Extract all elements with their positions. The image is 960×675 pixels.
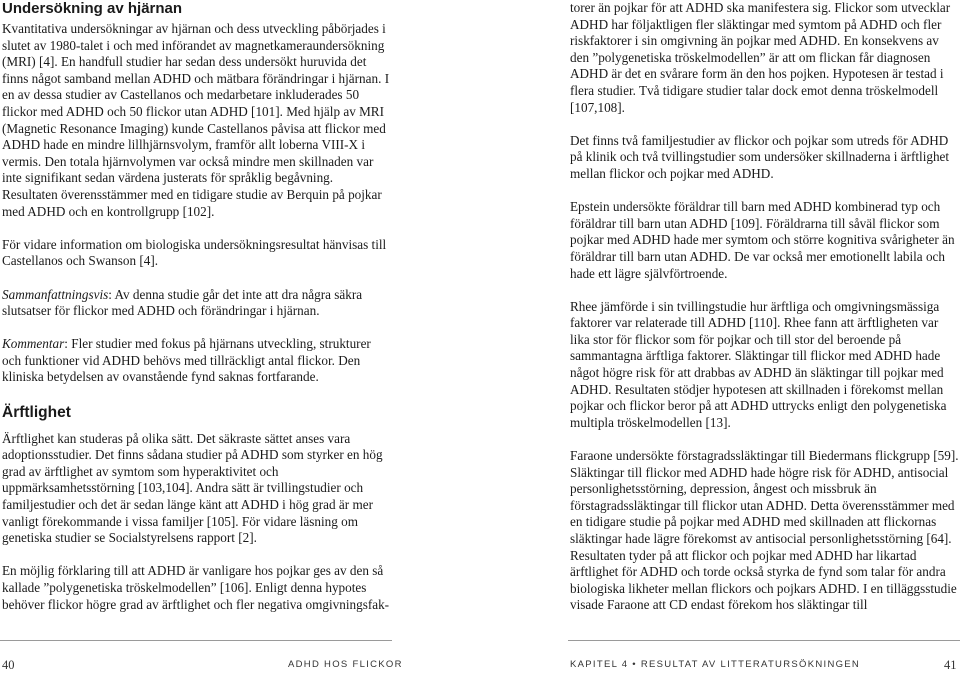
summary-label: Sammanfattningsvis	[2, 286, 109, 302]
paragraph-brain-studies: Kvantitativa undersökningar av hjärnan och dess utveckling påbörjades i slutet av 1980-talet i och med införandet av magnetkameraundersökning (MRI) [4]. En handfull studier har sedan dess undersökt huruvida det finns något samband mellan ADHD och mätbara förändringar i hjärnan. I en av dessa studier av Castellanos och medarbetare inkluderades 50 flickor med ADHD och 50 flickor utan ADHD [101]. Med hjälp av MRI (Magnetic Resonance Imaging) kunde Castellanos påvisa att flickor med ADHD hade en mindre lillhjärnsvolym, framför allt loberna VIII-X i vermis. Den totala hjärnvolymen var också mindre men skillnaden var inte signifikant sedan värdena justerats för språklig begåvning.	[2, 21, 390, 186]
paragraph-threshold-model: torer än pojkar för att ADHD ska manifestera sig. Flickor som utvecklar ADHD har följaktligen fler släktingar med symtom på ADHD och fler riskfaktorer i sin omgivning än pojkar med ADHD. En konsekvens av den ”polygenetiska tröskelmodellen” är att om flickan får diagnosen ADHD är det en svårare form än den hos pojken. Hypotesen är testad i flera studier. Två tidigare studier talar dock emot denna tröskelmodell [107,108].	[570, 0, 951, 115]
left-page-column	[2, 0, 392, 630]
page-number-right: 41	[944, 658, 957, 672]
paragraph-heredity-studies: Ärftlighet kan studeras på olika sätt. Det säkraste sättet anses vara adoptionsstudier. Det finns sådana studier på ADHD som styrker en hög grad av ärftlighet av symtom som hyperaktivitet och uppmärksamhetsstörning [103,104]. Andra sätt är tvillingstudier och familjestudier och det är sedan länge känt att ADHD i hög grad är mer vanligt förekommande i vissa familjer [105]. För vidare läsning om genetiska studier se Socialstyrelsens rapport [2].	[2, 430, 383, 546]
comment-label: Kommentar	[2, 336, 65, 352]
running-title-left: ADHD HOS FLICKOR	[288, 659, 403, 670]
footer-divider-right	[568, 640, 960, 641]
paragraph-further-info: För vidare information om biologiska undersökningsresultat hänvisas till Castellanos och Swanson [4].	[2, 236, 387, 269]
comment-text: : Fler studier med fokus på hjärnans utveckling, strukturer och funktioner vid ADHD behövs med tillräckligt antal flickor. Den kliniska betydelsen av ovanstående fynd saknas fortfarande.	[2, 336, 371, 385]
paragraph-polygenetic-model: En möjlig förklaring till att ADHD är vanligare hos pojkar ges av den så kallade ”polygenetiska tröskelmodellen” [106]. Enligt denna hypotes behöver flickor högre grad av ärftlighet och fler negativa omgivningsfak-	[2, 563, 390, 612]
paragraph-epstein: Epstein undersökte föräldrar till barn med ADHD kombinerad typ och föräldrar till barn utan ADHD [109]. Föräldrarna till såväl flickor som pojkar med ADHD hade mer symtom och större kognitiva svårigheter än föräldrar till barn utan ADHD. De var också mer emotionellt labila och hade ett lägre självförtroende.	[570, 199, 955, 281]
running-title-right: KAPITEL 4 • RESULTAT AV LITTERATURSÖKNINGEN	[570, 659, 861, 670]
footer-divider-left	[0, 640, 392, 641]
paragraph-berquin: Resultaten överensstämmer med en tidigare studie av Berquin på pojkar med ADHD och en kontrollgrupp [102].	[2, 186, 382, 219]
page-number-left: 40	[2, 658, 15, 672]
section-heading-heredity: Ärftlighet	[2, 403, 71, 421]
paragraph-rhee: Rhee jämförde i sin tvillingstudie hur ärftliga och omgivningsmässiga faktorer var relaterade till ADHD [110]. Rhee fann att ärftligheten var lika stor för flickor som för pojkar och till stor del beroende på sammantagna ärftliga faktorer. Släktingar till flickor med ADHD hade något högre risk för att drabbas av ADHD än släktingar till pojkar med ADHD. Resultaten stödjer hypotesen att skillnaden i förekomst mellan pojkar och flickor beror på att ADHD uttrycks enligt den polygenetiska multipla tröskelmodellen [13].	[570, 298, 947, 430]
paragraph-summary	[2, 287, 392, 320]
paragraph-comment	[2, 336, 392, 386]
paragraph-family-studies: Det finns två familjestudier av flickor och pojkar som utreds för ADHD på klinik och två tvillingstudier som undersöker skillnaderna i ärftlighet mellan flickor och pojkar med ADHD.	[570, 132, 950, 181]
summary-text: : Av denna studie går det inte att dra några säkra slutsatser för flickor med ADHD och förändringar i hjärnan.	[2, 286, 363, 319]
section-heading-brain: Undersökning av hjärnan	[2, 0, 183, 17]
paragraph-faraone: Faraone undersökte förstagradssläktingar till Biedermans flickgrupp [59]. Släktingar till flickor med ADHD hade högre risk för ADHD, antisocial personlighetsstörning, depression, ångest och missbruk än förstagradssläktingar till flickor utan ADHD. Detta överensstämmer med en tidigare studie på pojkar med ADHD med skillnaden att flickornas släktingar hade lägre förekomst av antisocial personlighetsstörning [64]. Resultaten tyder på att flickor och pojkar med ADHD har likartad ärftlighet för ADHD och torde också styrka de fynd som talar för andra biologiska likheter mellan flickors och pojkars ADHD. I en tilläggsstudie visade Faraone att CD endast förekom hos släktingar till	[570, 448, 959, 613]
right-page-column	[570, 0, 960, 631]
